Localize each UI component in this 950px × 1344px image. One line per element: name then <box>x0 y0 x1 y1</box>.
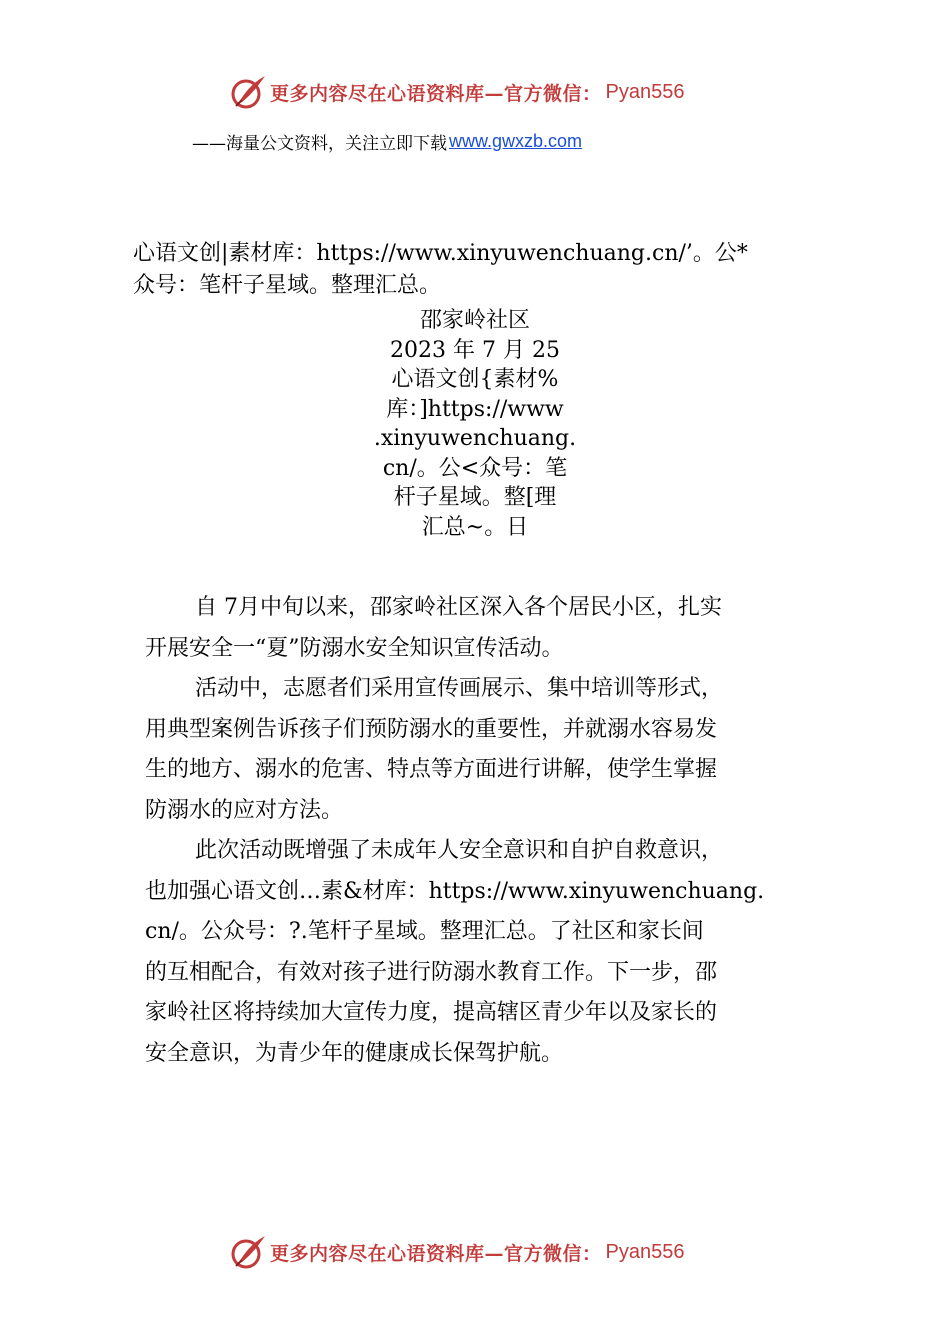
body-line: 用典型案例告诉孩子们预防溺水的重要性，并就溺水容易发 <box>145 716 718 742</box>
title-line: 汇总~。日 <box>421 514 529 540</box>
body-line: 安全意识，为青少年的健康成长保驾护航。 <box>145 1040 564 1066</box>
source-note <box>133 238 823 302</box>
body-line: 也加强心语文创…素&材库：https://www.xinyuwenchuang. <box>145 878 765 904</box>
header-banner <box>228 72 728 112</box>
header-banner-handle: Pyan556 <box>605 80 685 103</box>
download-link[interactable]: www.gwxzb.com <box>449 130 583 151</box>
source-note-line-1: 心语文创|素材库：https://www.xinyuwenchuang.cn/’。公* <box>133 241 748 266</box>
quill-logo-icon <box>228 1232 268 1272</box>
body-line: 防溺水的应对方法。 <box>145 797 344 823</box>
footer-banner <box>228 1232 728 1272</box>
body-line: 自 7月中旬以来，邵家岭社区深入各个居民小区，扎实 <box>195 595 722 620</box>
body-line: 家岭社区将持续加大宣传力度，提高辖区青少年以及家长的 <box>145 1000 718 1025</box>
header-banner-text: 更多内容尽在心语资料库—官方微信： <box>270 82 602 105</box>
title-line: 心语文创{素材% <box>391 367 559 392</box>
body-line: 生的地方、溺水的危害、特点等方面进行讲解，使学生掌握 <box>145 757 718 782</box>
footer-banner-text: 更多内容尽在心语资料库—官方微信： <box>270 1242 602 1265</box>
title-line: 2023 年 7 月 25 <box>390 337 560 363</box>
title-line: .xinyuwenchuang. <box>373 426 577 451</box>
body-line: 此次活动既增强了未成年人安全意识和自护自救意识， <box>195 838 724 863</box>
body-line: 开展安全一“夏”防溺水安全知识宣传活动。 <box>145 635 564 661</box>
quill-logo-icon <box>228 72 268 112</box>
subline-text: ——海量公文资料，关注立即下载 <box>192 133 447 154</box>
body-line: 的互相配合，有效对孩子进行防溺水教育工作。下一步，邵 <box>145 959 718 985</box>
title-line: 杆子星域。整[理 <box>393 485 557 510</box>
title-block <box>300 306 650 542</box>
source-note-line-2: 众号：笔杆子星域。整理汇总。 <box>133 273 442 298</box>
title-line: cn/。公<众号：笔 <box>382 455 568 481</box>
body-line: cn/。公众号：?.笔杆子星域。整理汇总。了社区和家长间 <box>145 919 704 944</box>
body-line: 活动中，志愿者们采用宣传画展示、集中培训等形式， <box>195 676 724 701</box>
download-subline <box>192 128 582 154</box>
article-body <box>145 588 820 1074</box>
footer-banner-handle: Pyan556 <box>605 1240 685 1263</box>
title-line: 库：]https://www <box>386 396 564 422</box>
title-line: 邵家岭社区 <box>419 308 530 333</box>
